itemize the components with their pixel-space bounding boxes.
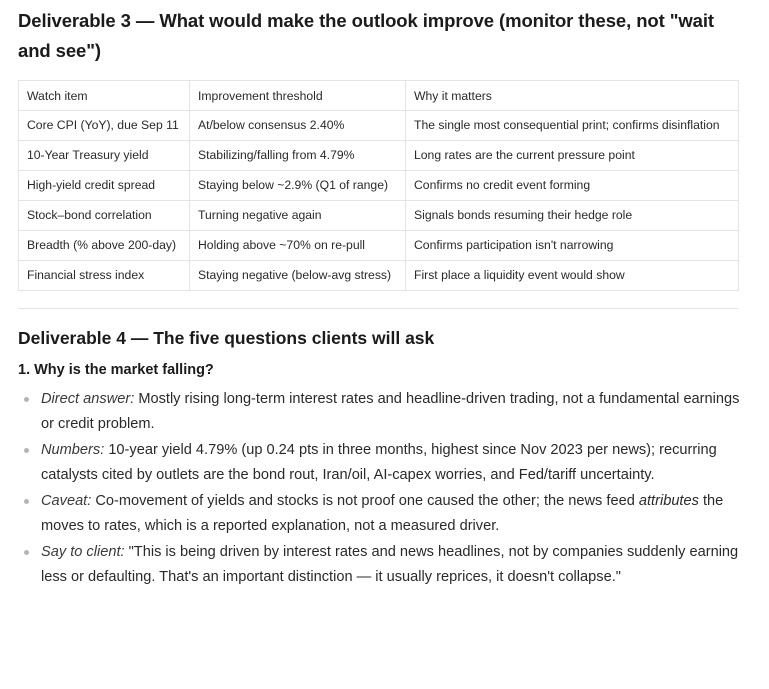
table-cell: High-yield credit spread [19,171,190,201]
table-cell: Staying negative (below-avg stress) [190,261,406,291]
table-header-row [19,81,739,111]
list-item [18,540,740,590]
deliverable-4-heading: Deliverable 4 — The five questions clients will ask [18,328,435,348]
bullet-dot-icon [24,499,29,504]
column-header-improvement-threshold: Improvement threshold [190,81,406,111]
bullet-italic-text: attributes [638,493,699,509]
bullet-text: Co-movement of yields and stocks is not proof one caused the other; the news feed [91,493,639,509]
table-row [19,231,739,261]
deliverable-3-heading: Deliverable 3 — What would make the outlook improve (monitor these, not "wait and see") [18,10,714,61]
list-item [18,489,740,539]
table-cell: Financial stress index [19,261,190,291]
table-cell: The single most consequential print; confirms disinflation [406,111,739,141]
list-item [18,387,740,437]
bullet-label: Numbers: [41,442,105,458]
table-cell: Core CPI (YoY), due Sep 11 [19,111,190,141]
table-cell: First place a liquidity event would show [406,261,739,291]
table-row [19,171,739,201]
table-cell: Breadth (% above 200-day) [19,231,190,261]
list-item [18,438,740,488]
table-cell: At/below consensus 2.40% [190,111,406,141]
table-cell: Turning negative again [190,201,406,231]
table-cell: Signals bonds resuming their hedge role [406,201,739,231]
bullet-text: Mostly rising long-term interest rates and headline-driven trading, not a fundamental earnings or credit problem. [41,391,740,432]
question-1-heading: 1. Why is the market falling? [18,362,214,378]
table-cell: Staying below ~2.9% (Q1 of range) [190,171,406,201]
table-row [19,141,739,171]
bullet-dot-icon [24,397,29,402]
table-cell: Stock–bond correlation [19,201,190,231]
document-page [18,0,740,591]
table-row [19,111,739,141]
table-cell: 10-Year Treasury yield [19,141,190,171]
watch-items-table [18,80,739,291]
table-row [19,201,739,231]
table-cell: Holding above ~70% on re-pull [190,231,406,261]
bullet-text: the moves to rates, which is a reported explanation, not a measured driver. [41,493,724,534]
table-row [19,261,739,291]
question-1-bullet-list [18,387,740,590]
table-cell: Long rates are the current pressure point [406,141,739,171]
column-header-why-it-matters: Why it matters [406,81,739,111]
bullet-label: Caveat: [41,493,92,509]
table-cell: Confirms participation isn't narrowing [406,231,739,261]
column-header-watch-item: Watch item [19,81,190,111]
table-cell: Confirms no credit event forming [406,171,739,201]
bullet-dot-icon [24,550,29,555]
bullet-text: "This is being driven by interest rates and news headlines, not by companies suddenly earning less or defaulting. That's an important distinction — it usually reprices, it doesn't collapse." [41,544,739,585]
table-cell: Stabilizing/falling from 4.79% [190,141,406,171]
bullet-text: 10-year yield 4.79% (up 0.24 pts in three months, highest since Nov 2023 per news); recurring catalysts cited by outlets are the bond rout, Iran/oil, AI-capex worries, and Fed/tariff uncertainty. [41,442,717,483]
bullet-dot-icon [24,448,29,453]
bullet-label: Say to client: [41,544,125,560]
bullet-label: Direct answer: [41,391,135,407]
